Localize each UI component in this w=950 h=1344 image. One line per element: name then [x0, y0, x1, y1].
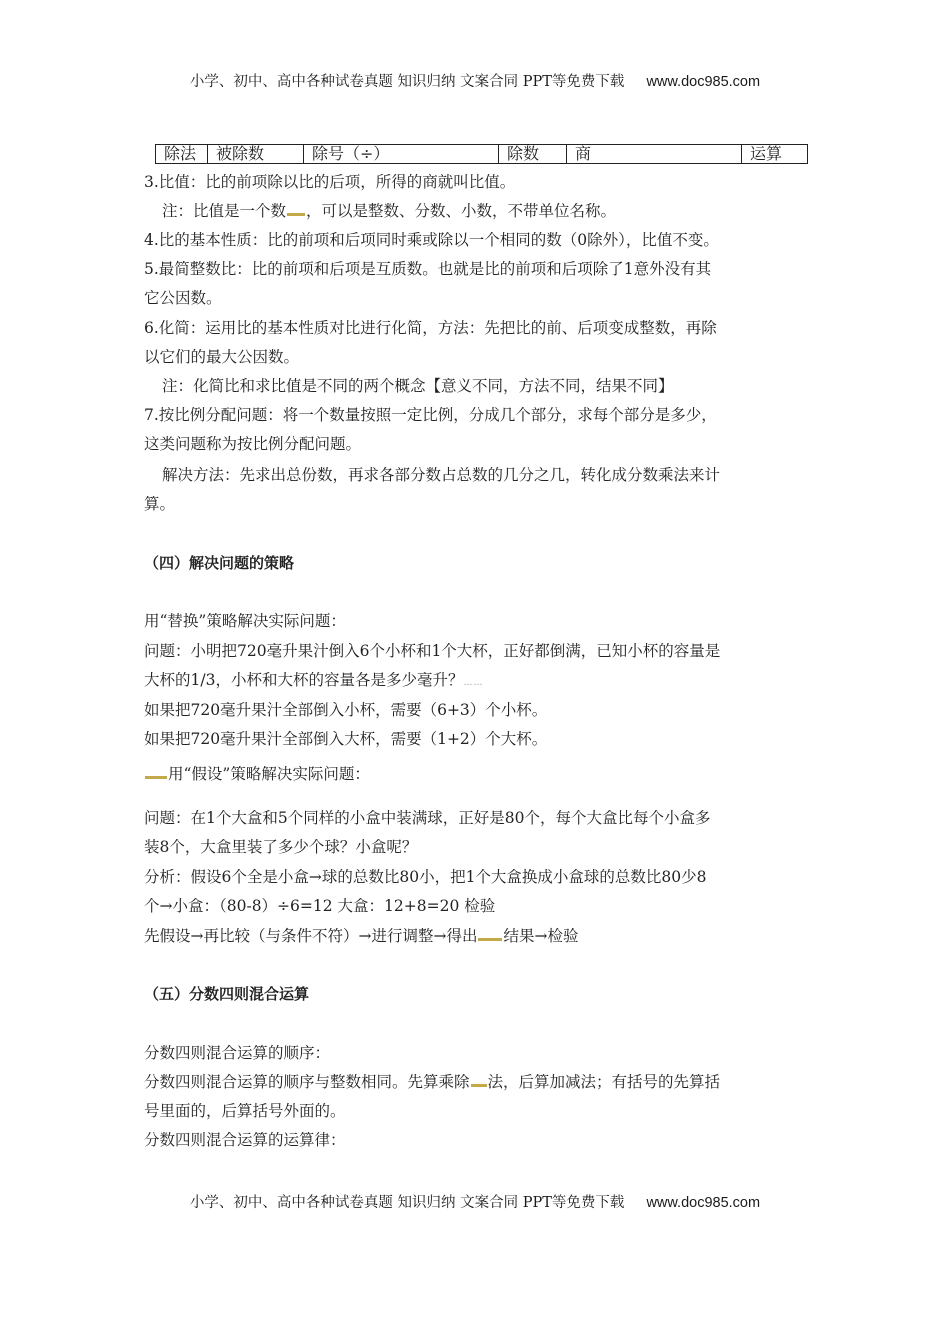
text-line: 用“替换”策略解决实际问题：: [144, 612, 346, 630]
text-line: 问题：小明把720毫升果汁倒入6个小杯和1个大杯，正好都倒满，已知小杯的容量是: [144, 642, 721, 660]
text-line: 号里面的，后算括号外面的。: [144, 1102, 346, 1120]
dots-mark: ……: [463, 678, 484, 688]
text-line: 5.最简整数比：比的前项和后项是互质数。也就是比的前项和后项除了1意外没有其: [144, 260, 712, 278]
text-line: 问题：在1个大盒和5个同样的小盒中装满球，正好是80个，每个大盒比每个小盒多: [144, 809, 711, 827]
text-line: 3.比值：比的前项除以比的后项，所得的商就叫比值。: [144, 173, 516, 191]
header-url[interactable]: www.doc985.com: [646, 74, 761, 90]
text-line: 算。: [144, 495, 176, 513]
text-line: 7.按比例分配问题：将一个数量按照一定比例，分成几个部分，求每个部分是多少，: [144, 406, 717, 424]
text-line: 分析：假设6个全是小盒→球的总数比80小，把1个大盒换成小盒球的总数比80少8: [144, 868, 707, 886]
header-text: 小学、初中、高中各种试卷真题 知识归纳 文案合同 PPT等免费下载: [189, 74, 625, 90]
text-line: 如果把720毫升果汁全部倒入小杯，需要（6+3）个小杯。: [144, 701, 548, 719]
edit-mark: [471, 1084, 487, 1087]
text-line: [144, 926, 810, 946]
edit-mark: [145, 776, 167, 779]
order-text: 法，后算加减法；有括号的先算括: [487, 1073, 721, 1091]
text-line: [144, 670, 810, 693]
text-line: [144, 1072, 810, 1092]
note-line: 注：化简比和求比值是不同的两个概念【意义不同，方法不同，结果不同】: [162, 377, 674, 395]
division-table: [155, 144, 808, 164]
text-line: 装8个，大盒里装了多少个球？小盒呢？: [144, 838, 418, 856]
table-cell: 除法: [156, 145, 208, 164]
note-line: [162, 201, 828, 221]
steps-text: 先假设→再比较（与条件不符）→进行调整→得出: [144, 927, 478, 945]
edit-mark: [287, 213, 305, 216]
text-line: 4.比的基本性质：比的前项和后项同时乘或除以一个相同的数（0除外），比值不变。: [144, 231, 719, 249]
section-heading-5: （五）分数四则混合运算: [144, 985, 310, 1003]
note-text: 注：比值是一个数: [162, 202, 287, 220]
order-text: 分数四则混合运算的顺序与整数相同。先算乘除: [144, 1073, 470, 1091]
text-line: [144, 764, 810, 784]
text-line: 分数四则混合运算的运算律：: [144, 1131, 346, 1149]
page-footer: [0, 1191, 950, 1212]
text-line: 分数四则混合运算的顺序：: [144, 1044, 331, 1062]
note-text: ，可以是整数、分数、小数，不带单位名称。: [306, 202, 617, 220]
text-line: 6.化简：运用比的基本性质对比进行化简，方法：先把比的前、后项变成整数，再除: [144, 319, 717, 337]
question-text: 大杯的1/3，小杯和大杯的容量各是多少毫升？: [144, 671, 464, 689]
text-line: 以它们的最大公因数。: [144, 348, 300, 366]
strategy-text: 用“假设”策略解决实际问题：: [168, 765, 370, 783]
edit-mark: [478, 938, 502, 941]
text-line: 它公因数。: [144, 289, 222, 307]
table-cell: 商: [567, 145, 742, 164]
text-line: 如果把720毫升果汁全部倒入大杯，需要（1+2）个大杯。: [144, 730, 548, 748]
steps-text: 结果→检验: [503, 927, 579, 945]
text-line: 个→小盒：（80-8）÷6=12 大盒：12+8=20 检验: [144, 897, 496, 915]
footer-text: 小学、初中、高中各种试卷真题 知识归纳 文案合同 PPT等免费下载: [189, 1195, 625, 1211]
page-header: [0, 70, 950, 91]
text-line: 这类问题称为按比例分配问题。: [144, 435, 362, 453]
text-line: 解决方法：先求出总份数，再求各部分数占总数的几分之几，转化成分数乘法来计: [162, 466, 721, 484]
table-cell: 被除数: [208, 145, 304, 164]
table-cell: 除数: [499, 145, 567, 164]
section-heading-4: （四）解决问题的策略: [144, 554, 295, 572]
table-cell: 除号（÷）: [304, 145, 499, 164]
footer-url[interactable]: www.doc985.com: [646, 1195, 761, 1211]
table-cell: 运算: [742, 145, 808, 164]
table-row: [156, 145, 808, 164]
